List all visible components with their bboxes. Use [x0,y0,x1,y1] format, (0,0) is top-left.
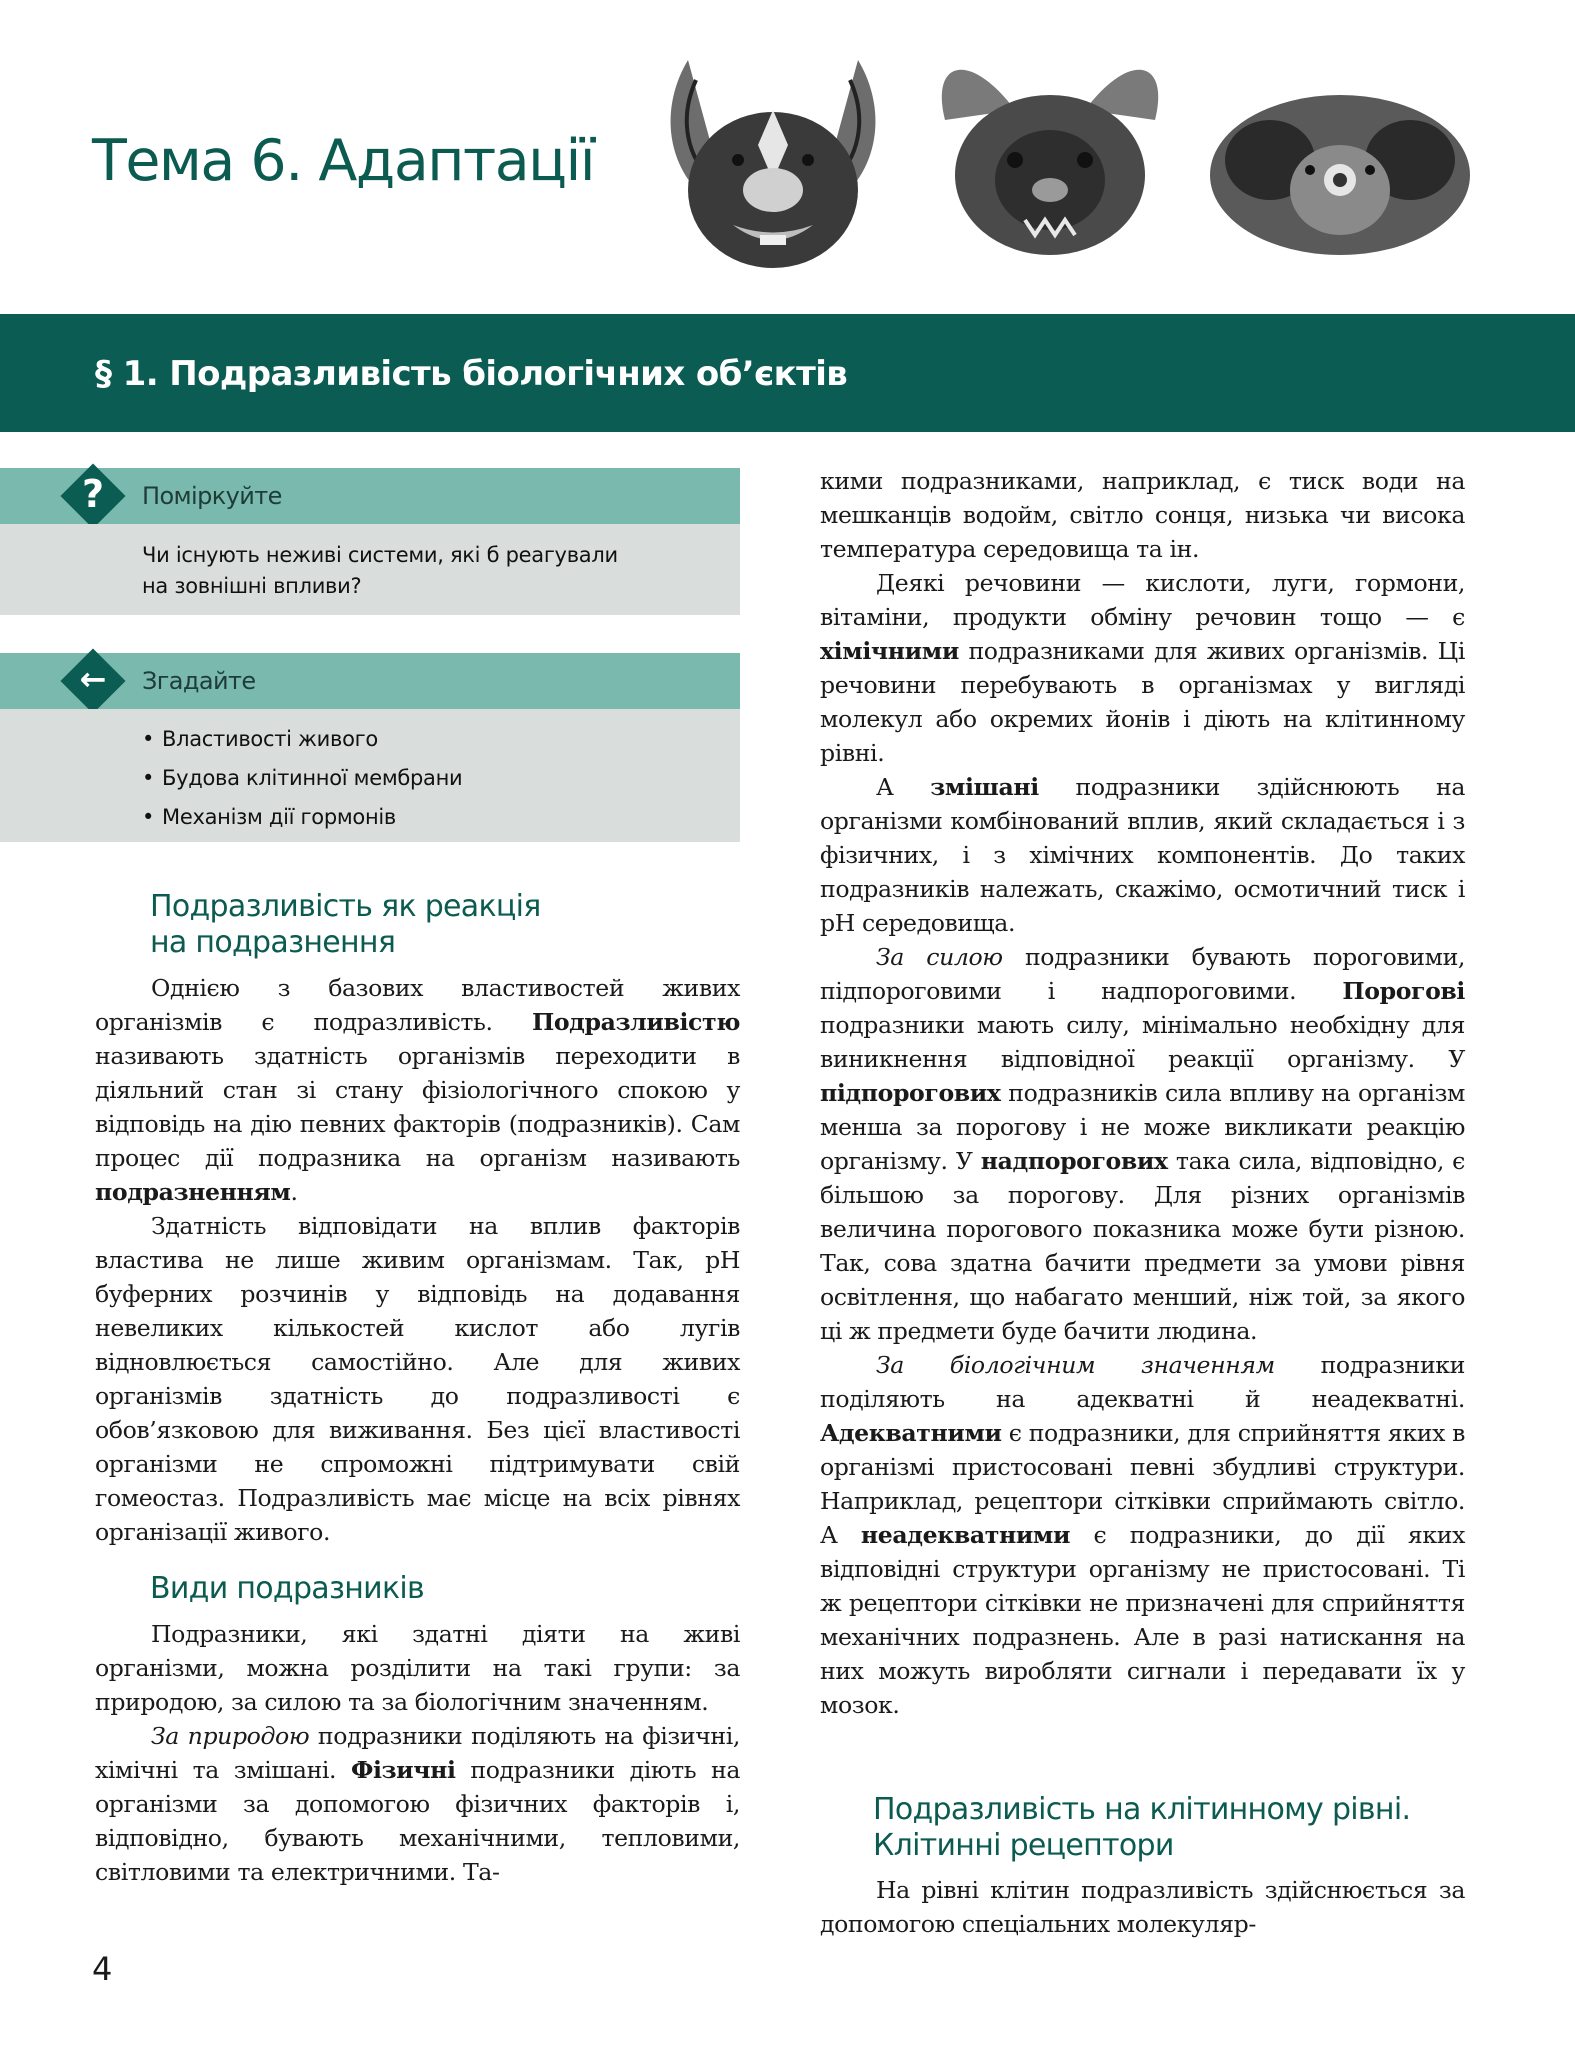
list-item: • Властивості живого [142,720,462,759]
left-column-text-1 [95,971,740,1549]
paragraph: За силою подразники бувають пороговими, підпороговими і надпороговими. Порогові подразники мають силу, мінімально необхідну для виникнення відповідної реакції організму. У підпорогових подразників сила впливу на організм менша за порогову і не може викликати реакцію організму. У надпорогових така сила, відповідно, є більшою за порогову. Для різних організмів величина порогового показника може бути різною. Так, сова здатна бачити предмети за умови рівня освітлення, що набагато менший, ніж той, за якого ці ж предмети буде бачити людина. [820,943,1466,1345]
topic-title: Тема 6. Адаптації [92,128,595,194]
recall-list [142,720,462,837]
think-box-line: на зовнішні впливи? [142,574,362,598]
recall-box-label: Згадайте [142,667,256,695]
paragraph: На рівні клітин подразливість здійснюється за допомогою спеціальних молекуляр- [820,1876,1465,1938]
paragraph: Деякі речовини — кислоти, луги, гормони, вітаміни, продукти обміну речовин тощо — є хімічними подразниками для живих організмів. Ці речовини перебувають в організмах у вигляді молекул або окремих йонів і діють на клітинному рівні. [820,569,1465,767]
right-column-text-1 [820,464,1465,1722]
paragraph: кими подразниками, наприклад, є тиск води на мешканців водойм, світло сонця, низька чи висока температура середовища та ін. [820,467,1465,563]
subheading-line: Подразливість як реакція [150,889,541,924]
list-item: • Механізм дії гормонів [142,798,462,837]
subheading-stimulus-types: Види подразників [150,1571,424,1606]
bat-portrait-eared [930,50,1170,265]
right-column-text-2 [820,1873,1465,1941]
question-mark-icon: ? [81,472,105,516]
recall-box-list-wrap [142,720,462,837]
subheading-line: Клітинні рецептори [873,1828,1174,1863]
paragraph: А змішані подразники здійснюють на організми комбінований вплив, який складається і з фізичних, і з хімічних компонентів. До таких подразників належать, скажімо, осмотичний тиск і рН середовища. [820,773,1465,937]
page-number: 4 [92,1950,113,1988]
list-item: • Будова клітинної мембрани [142,759,462,798]
paragraph: За природою подразники поділяють на фізичні, хімічні та змішані. Фізичні подразники діють на організми за допомогою фізичних факторів і, відповідно, бувають механічними, тепловими, світловими та електричними. Та- [95,1722,740,1886]
subheading-line: Подразливість на клітинному рівні. [873,1792,1411,1827]
bat-portrait-horseshoe [648,50,898,280]
arrow-left-icon: ← [79,660,107,698]
paragraph: Однією з базових властивостей живих організмів є подразливість. Подразливістю називають здатність організмів переходити в діяльний стан зі стану фізіологічного спокою у відповідь на дію певних факторів (подразників). Сам процес дії подразника на організм називають подразненням. [95,974,740,1206]
subheading-line: на подразнення [150,925,396,960]
paragraph: Подразники, які здатні діяти на живі організми, можна розділити на такі групи: за природою, за силою та за біологічним значенням. [95,1620,740,1716]
section-title: § 1. Подразливість біологічних об’єктів [95,354,848,394]
left-column-text-2 [95,1617,740,1889]
paragraph: За біологічним значенням подразники поділяють на адекватні й неадекватні. Адекватними є подразники, для сприйняття яких в організмі пристосовані певні збудливі структури. Наприклад, рецептори сітківки сприймають світло. А неадекватними є подразники, до дії яких відповідні структури організму не пристосовані. Ті ж рецептори сітківки не призначені для сприйняття механічних подразнень. Але в разі натискання на них можуть виробляти сигнали і передавати їх у мозок. [820,1351,1465,1719]
subheading-cellular-level [873,1792,1410,1864]
paragraph: Здатність відповідати на вплив факторів властива не лише живим організмам. Так, рН буферних розчинів у відповідь на додавання невеликих кількостей кислот або лугів відновлюється самостійно. Але для живих організмів здатність до подразливості є обов’язковою для виживання. Без цієї властивості організми не спроможні підтримувати свій гомеостаз. Подразливість має місце на всіх рівнях організації живого. [95,1212,740,1546]
bat-portrait-furry [1205,80,1475,260]
think-box-label: Поміркуйте [142,482,282,510]
think-box-question [142,540,618,602]
think-box-line: Чи існують неживі системи, які б реагували [142,543,618,567]
subheading-irritability [150,889,541,961]
